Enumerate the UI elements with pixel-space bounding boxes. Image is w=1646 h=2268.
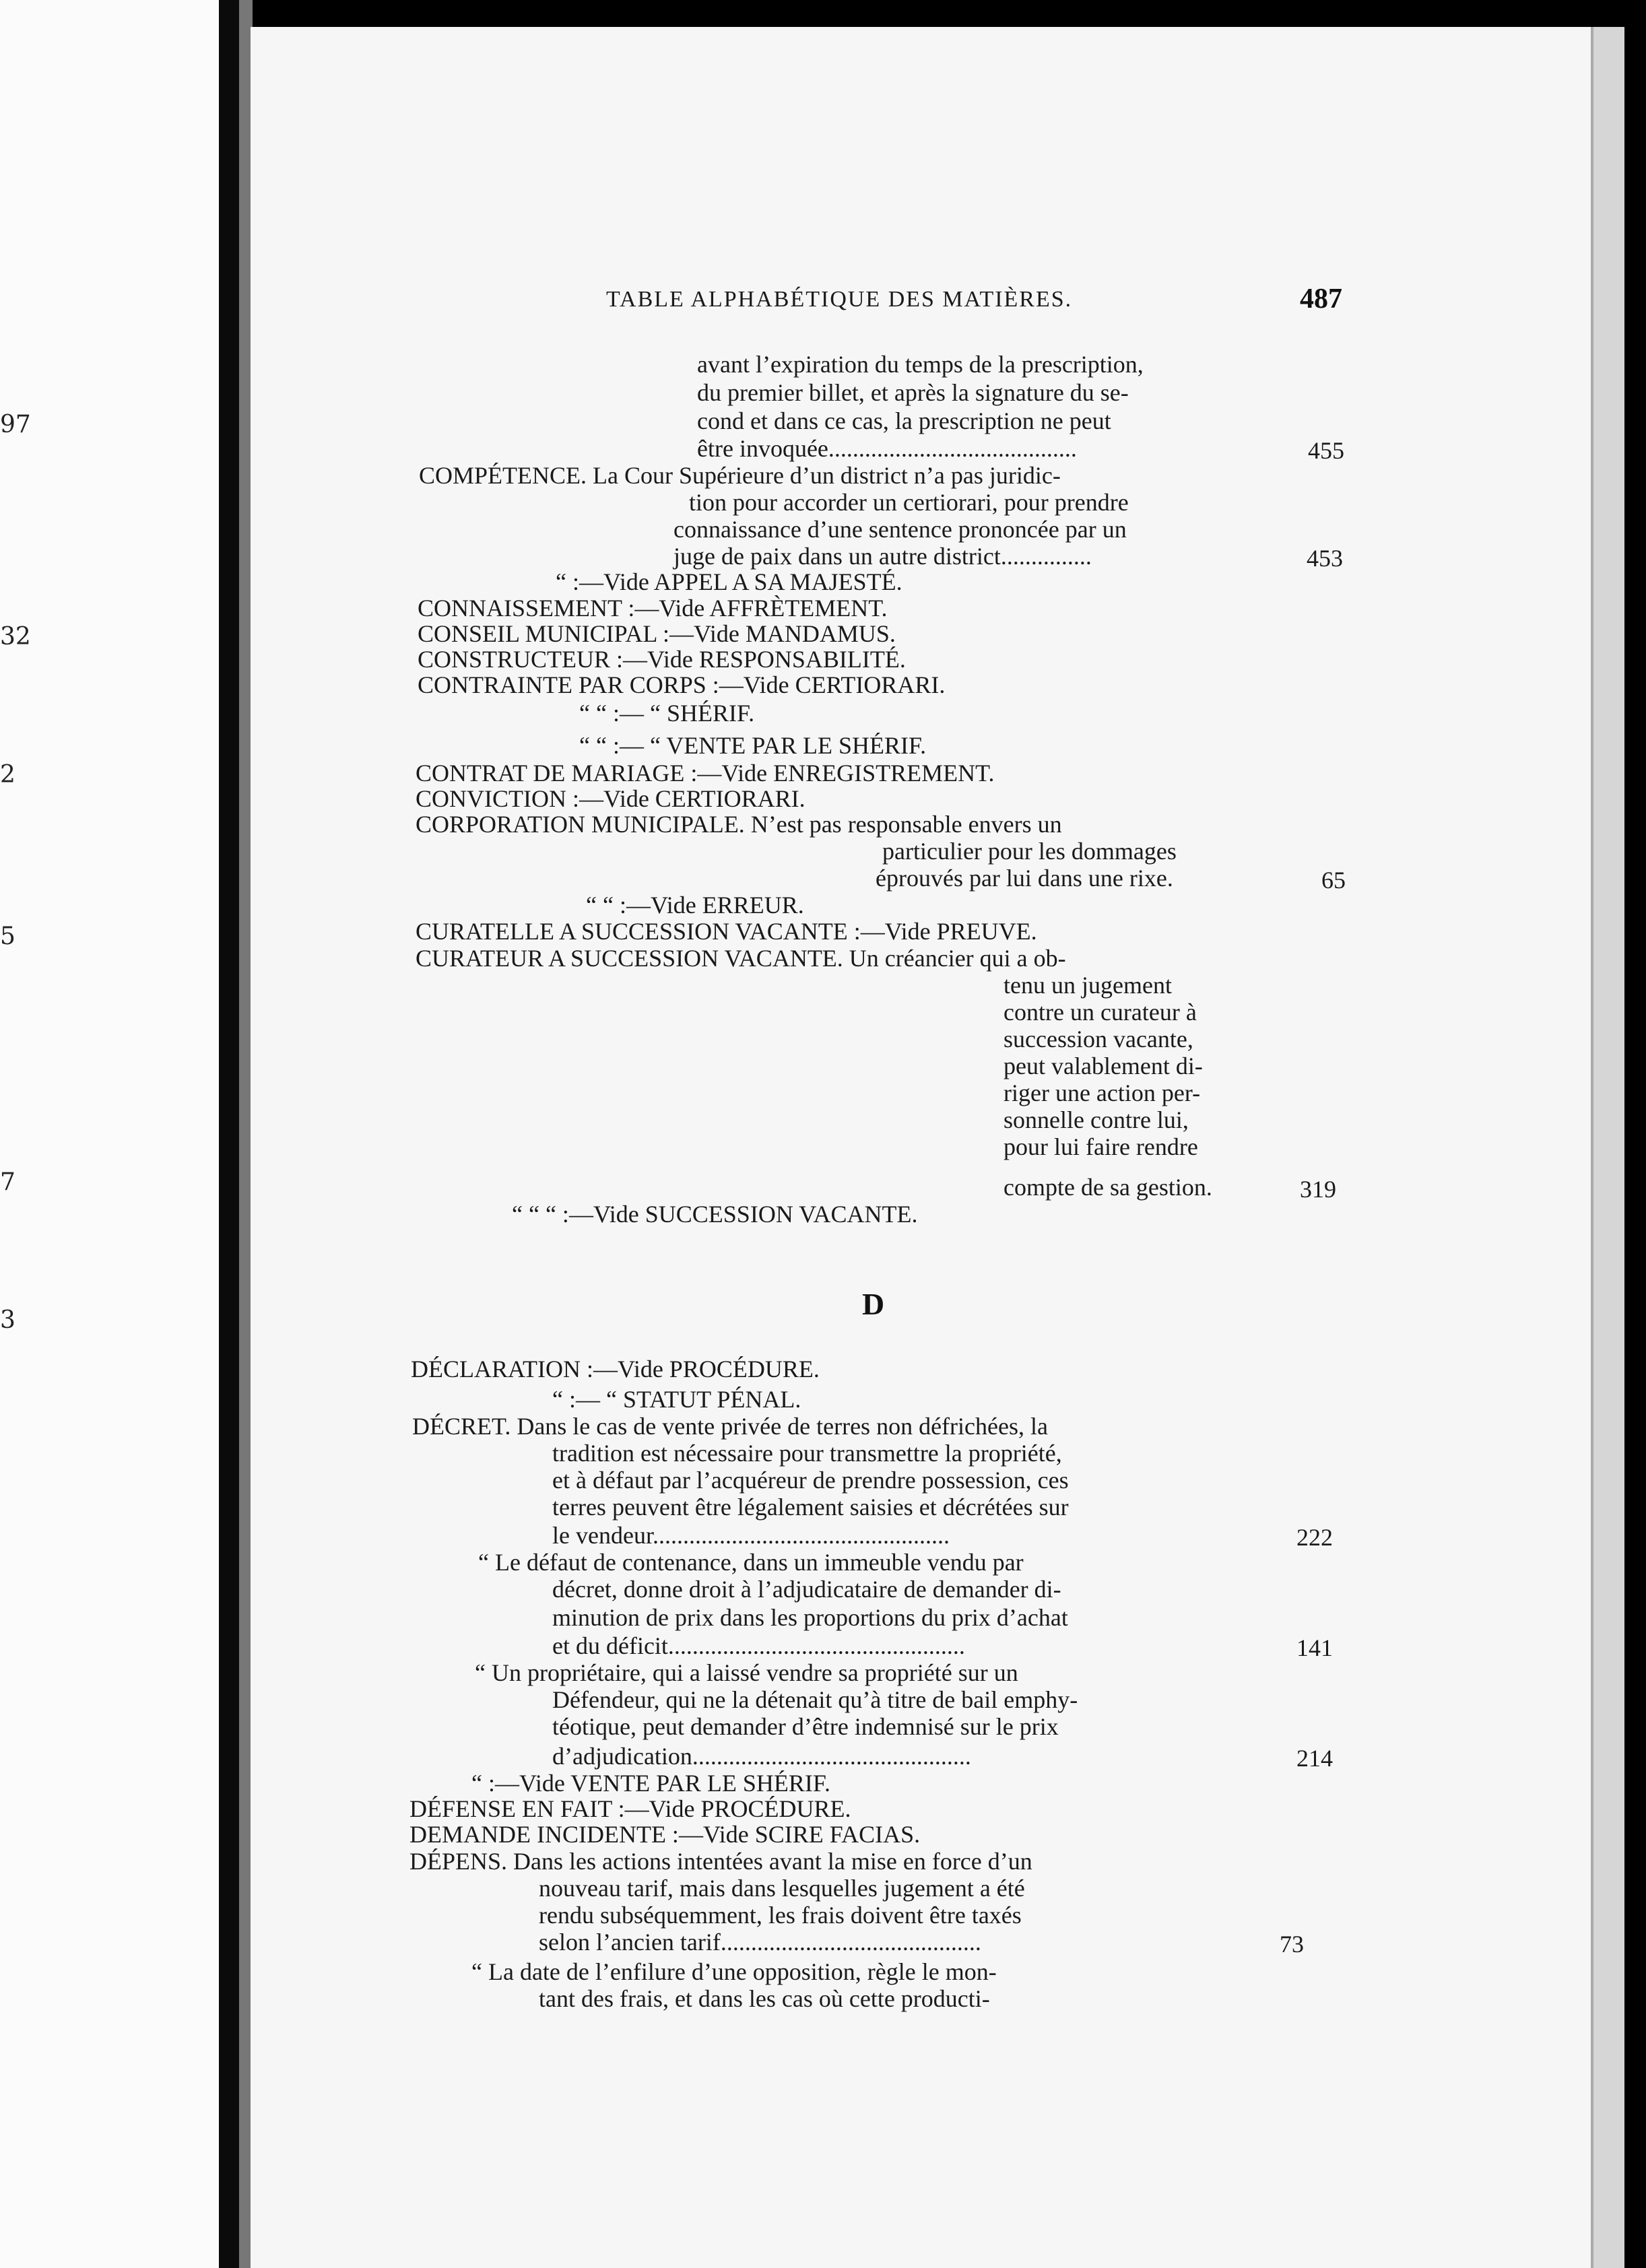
entry-line: riger une action per- (1003, 1079, 1201, 1106)
entry-line: succession vacante, (1003, 1026, 1193, 1053)
entry-line: CONSEIL MUNICIPAL :—Vide MANDAMUS. (418, 620, 896, 647)
page-edge (1591, 27, 1624, 2268)
entry-line: “ “ :— “ VENTE PAR LE SHÉRIF. (579, 732, 927, 759)
page-reference: 453 (1307, 545, 1343, 572)
entry-line: pour lui faire rendre (1003, 1133, 1198, 1160)
entry-line: tion pour accorder un certiorari, pour prendre (689, 489, 1129, 516)
entry-line: avant l’expiration du temps de la prescription, (697, 351, 1144, 378)
entry-line: téotique, peut demander d’être indemnisé sur le prix (552, 1713, 1059, 1740)
entry-line: Défendeur, qui ne la détenait qu’à titre de bail emphy- (552, 1686, 1078, 1713)
entry-line: être invoquée......................................... (697, 435, 1077, 462)
section-letter: D (862, 1287, 885, 1321)
page-reference: 65 (1321, 867, 1346, 894)
entry-line: rendu subséquemment, les frais doivent être taxés (539, 1902, 1022, 1929)
entry-line: minution de prix dans les proportions du prix d’achat (552, 1604, 1068, 1631)
entry-line: “ “ :—Vide ERREUR. (586, 892, 804, 919)
page-reference: 73 (1280, 1931, 1304, 1958)
entry-line: CONSTRUCTEUR :—Vide RESPONSABILITÉ. (418, 646, 906, 673)
facing-page-number: 3 (0, 1306, 15, 1334)
entry-line: d’adjudication.............................................. (552, 1743, 971, 1770)
facing-page (0, 0, 222, 2268)
entry-line: “ “ :— “ SHÉRIF. (579, 700, 755, 727)
running-header: TABLE ALPHABÉTIQUE DES MATIÈRES. (606, 287, 1073, 312)
entry-line: DÉFENSE EN FAIT :—Vide PROCÉDURE. (409, 1795, 851, 1822)
facing-page-number: 32 (0, 623, 31, 651)
entry-line: COMPÉTENCE. La Cour Supérieure d’un district n’a pas juridic- (419, 462, 1061, 489)
entry-line: tant des frais, et dans les cas où cette producti- (539, 1985, 990, 2012)
entry-line: CURATELLE A SUCCESSION VACANTE :—Vide PREUVE. (416, 918, 1037, 945)
entry-line: DÉCLARATION :—Vide PROCÉDURE. (411, 1356, 820, 1382)
page-reference: 319 (1300, 1176, 1336, 1203)
entry-line: tenu un jugement (1003, 972, 1172, 999)
entry-line: juge de paix dans un autre district............... (673, 543, 1092, 570)
entry-line: décret, donne droit à l’adjudicataire de demander di- (552, 1576, 1061, 1603)
entry-line: “ “ “ :—Vide SUCCESSION VACANTE. (512, 1201, 918, 1228)
entry-line: CONTRAINTE PAR CORPS :—Vide CERTIORARI. (418, 671, 946, 698)
entry-line: contre un curateur à (1003, 999, 1197, 1026)
entry-line: terres peuvent être légalement saisies et décrétées sur (552, 1494, 1069, 1521)
entry-line: et à défaut par l’acquéreur de prendre possession, ces (552, 1467, 1069, 1494)
entry-line: DEMANDE INCIDENTE :—Vide SCIRE FACIAS. (409, 1821, 921, 1848)
entry-line: CORPORATION MUNICIPALE. N’est pas responsable envers un (416, 811, 1062, 838)
page-reference: 455 (1308, 437, 1344, 464)
entry-line: et du déficit................................................. (552, 1632, 965, 1659)
facing-page-number: 5 (0, 923, 15, 950)
entry-line: “ :—Vide VENTE PAR LE SHÉRIF. (471, 1770, 830, 1797)
entry-line: le vendeur................................................. (552, 1522, 950, 1549)
entry-line: CONNAISSEMENT :—Vide AFFRÈTEMENT. (418, 595, 888, 622)
entry-line: CURATEUR A SUCCESSION VACANTE. Un créancier qui a ob- (416, 945, 1066, 972)
page-reference: 222 (1296, 1524, 1333, 1551)
entry-line: cond et dans ce cas, la prescription ne peut (697, 407, 1111, 434)
facing-page-number: 97 (0, 411, 31, 438)
facing-page-number: 7 (0, 1168, 15, 1196)
entry-line: CONVICTION :—Vide CERTIORARI. (416, 785, 805, 812)
entry-line: DÉCRET. Dans le cas de vente privée de terres non défrichées, la (412, 1413, 1048, 1440)
entry-line: tradition est nécessaire pour transmettre la propriété, (552, 1440, 1062, 1467)
entry-line: compte de sa gestion. (1003, 1174, 1212, 1201)
entry-line: sonnelle contre lui, (1003, 1106, 1189, 1133)
page-reference: 141 (1296, 1634, 1333, 1661)
facing-page-number: 2 (0, 761, 15, 789)
entry-line: nouveau tarif, mais dans lesquelles jugement a été (539, 1875, 1025, 1902)
entry-line: “ :— “ STATUT PÉNAL. (552, 1386, 801, 1413)
entry-line: “ Le défaut de contenance, dans un immeuble vendu par (478, 1549, 1024, 1576)
entry-line: du premier billet, et après la signature du se- (697, 379, 1129, 406)
entry-line: connaissance d’une sentence prononcée par un (673, 516, 1127, 543)
entry-line: peut valablement di- (1003, 1053, 1203, 1079)
entry-line: particulier pour les dommages (882, 838, 1177, 865)
entry-line: CONTRAT DE MARIAGE :—Vide ENREGISTREMENT. (416, 760, 995, 787)
book-gutter (219, 0, 239, 2268)
entry-line: DÉPENS. Dans les actions intentées avant la mise en force d’un (409, 1848, 1032, 1875)
entry-line: “ Un propriétaire, qui a laissé vendre sa propriété sur un (475, 1659, 1018, 1686)
entry-line: éprouvés par lui dans une rixe. (876, 865, 1173, 892)
entry-line: selon l’ancien tarif........................................... (539, 1929, 981, 1956)
entry-line: “ :—Vide APPEL A SA MAJESTÉ. (556, 568, 902, 595)
entry-line: “ La date de l’enfilure d’une opposition, règle le mon- (471, 1958, 997, 1985)
page-number: 487 (1300, 284, 1342, 314)
page-reference: 214 (1296, 1745, 1333, 1772)
